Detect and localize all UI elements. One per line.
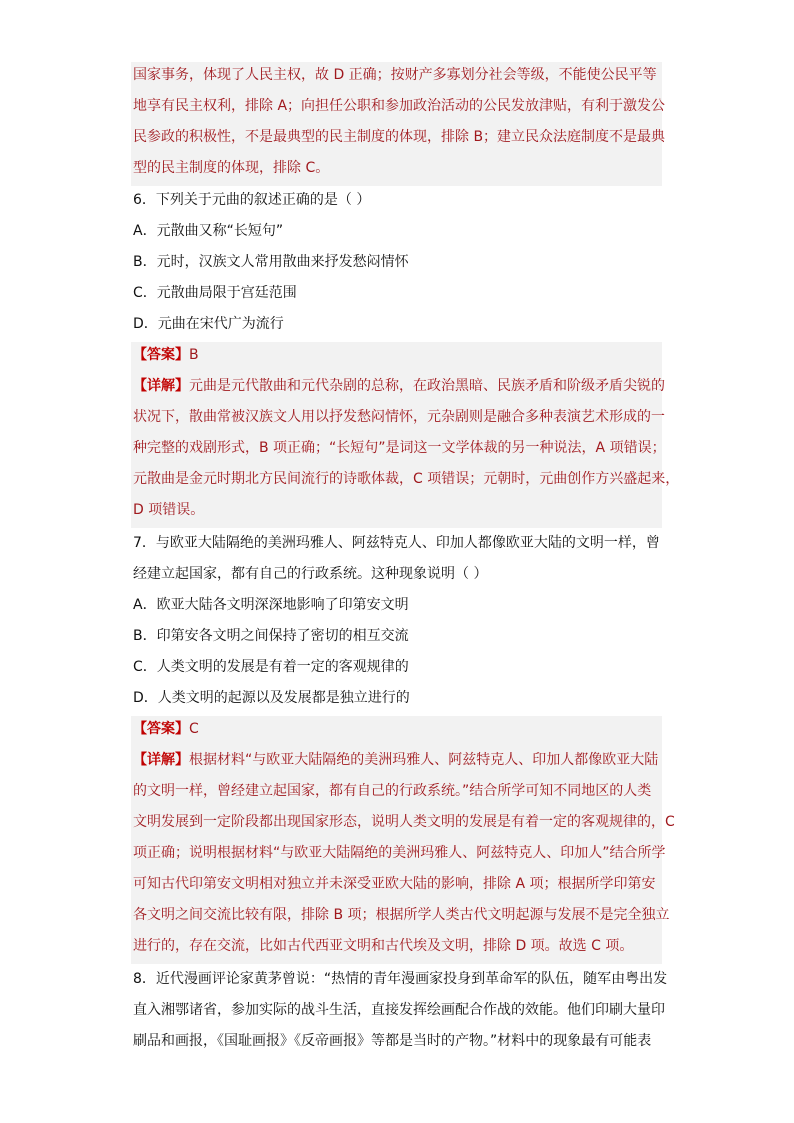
answer-tag: 【答案】 [133,347,189,363]
answer-tag: 【答案】 [133,721,189,737]
detail-6-line: D 项错误。 [133,502,205,518]
question-7-option-a: A．欧亚大陆各文明深深地影响了印第安文明 [133,597,409,613]
question-7-option-c: C．人类文明的发展是有着一定的客观规律的 [133,659,409,675]
detail-7-line: 各文明之间交流比较有限，排除 B 项；根据所学人类古代文明起源与发展不是完全独立 [133,907,670,923]
detail-7-line: 进行的，存在交流，比如古代西亚文明和古代埃及文明，排除 D 项。故选 C 项。 [133,938,634,954]
detail-6-line: 状况下，散曲常被汉族文人用以抒发愁闷情怀，元杂剧则是融合多种表演艺术形成的一 [133,409,665,425]
detail-7-line: 项正确；说明根据材料“与欧亚大陆隔绝的美洲玛雅人、阿兹特克人、印加人”结合所学 [133,845,666,861]
question-8-stem: 刷品和画报，《国耻画报》《反帝画报》等都是当时的产物。”材料中的现象最有可能表 [133,1033,652,1049]
question-6-option-c: C．元散曲局限于宫廷范围 [133,285,297,301]
detail-text: 根据材料“与欧亚大陆隔绝的美洲玛雅人、阿兹特克人、印加人都像欧亚大陆 [189,752,659,768]
question-8-stem: 8．近代漫画评论家黄茅曾说：“热情的青年漫画家投身到革命军的队伍，随军由粤出发 [133,971,668,987]
question-6-option-d: D．元曲在宋代广为流行 [133,316,284,332]
question-7-stem: 经建立起国家，都有自己的行政系统。这种现象说明（ ） [133,566,488,582]
answer-value: B [189,347,199,363]
detail-7-line: 文明发展到一定阶段都出现国家形态，说明人类文明的发展是有着一定的客观规律的，C [133,814,675,830]
detail-7-line [133,747,658,773]
answer-value: C [189,721,199,737]
question-6-option-b: B．元时，汉族文人常用散曲来抒发愁闷情怀 [133,254,409,270]
answer-6-line [133,342,199,368]
question-6-option-a: A．元散曲又称“长短句” [133,223,284,239]
question-7-stem: 7．与欧亚大陆隔绝的美洲玛雅人、阿兹特克人、印加人都像欧亚大陆的文明一样，曾 [133,535,660,551]
explanation-line: 地享有民主权利，排除 A；向担任公职和参加政治活动的公民发放津贴，有利于激发公 [133,98,666,114]
explanation-line: 民参政的积极性，不是最典型的民主制度的体现，排除 B；建立民众法庭制度不是最典 [133,129,666,145]
detail-tag: 【详解】 [133,752,189,768]
detail-text: 元曲是元代散曲和元代杂剧的总称，在政治黑暗、民族矛盾和阶级矛盾尖锐的 [189,378,665,394]
answer-7-line [133,716,199,742]
detail-6-line [133,373,665,399]
detail-6-line: 种完整的戏剧形式，B 项正确；“长短句”是词这一文学体裁的另一种说法，A 项错误； [133,440,666,456]
explanation-line: 国家事务，体现了人民主权，故 D 正确；按财产多寡划分社会等级，不能使公民平等 [133,67,657,83]
question-6-stem: 6．下列关于元曲的叙述正确的是（ ） [133,192,371,208]
detail-6-line: 元散曲是金元时期北方民间流行的诗歌体裁，C 项错误；元朝时，元曲创作方兴盛起来， [133,471,680,487]
explanation-line: 型的民主制度的体现，排除 C。 [133,160,330,176]
detail-7-line: 的文明一样，曾经建立起国家，都有自己的行政系统。”结合所学可知不同地区的人类 [133,783,652,799]
question-7-option-b: B．印第安各文明之间保持了密切的相互交流 [133,628,409,644]
detail-7-line: 可知古代印第安文明相对独立并未深受亚欧大陆的影响，排除 A 项；根据所学印第安 [133,876,656,892]
question-8-stem: 直入湘鄂诸省，参加实际的战斗生活，直接发挥绘画配合作战的效能。他们印刷大量印 [133,1002,665,1018]
detail-tag: 【详解】 [133,378,189,394]
question-7-option-d: D．人类文明的起源以及发展都是独立进行的 [133,690,410,706]
